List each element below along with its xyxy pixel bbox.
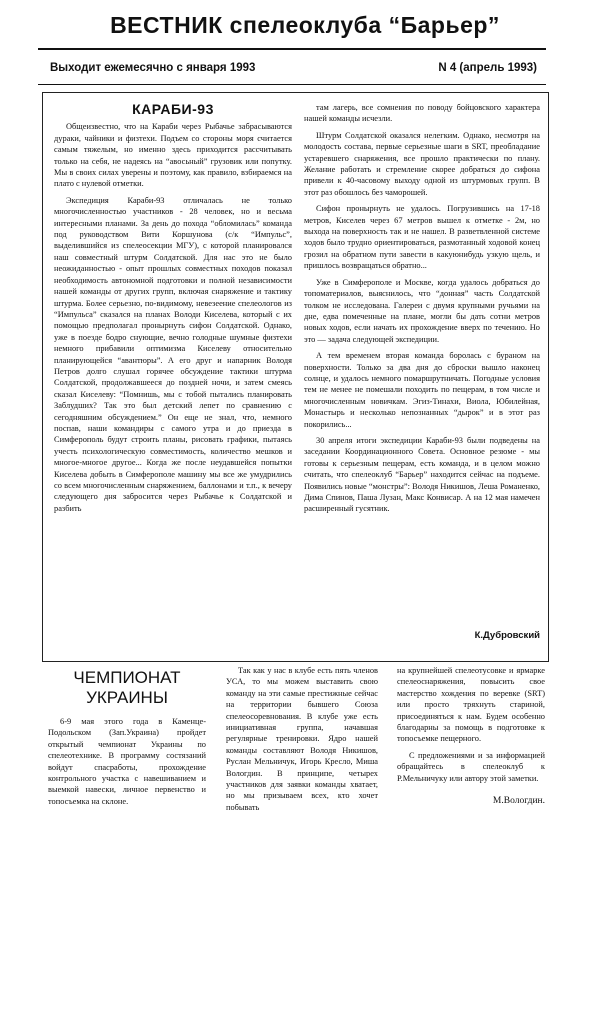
article-paragraph: 30 апреля итоги экспедиции Караби-93 были подведены на заседании Координационного Совета. Основное резюме - мы готовы к серьезным пещерам, есть команда, и в целом можно считать, что спелеоклуб “Барьер” находится сейчас на подъеме. Появились новые “монстры”: Володя Никишов, Леша Романенко, Дима Спинов, Паша Лузан, Макс Конвисар. А на 12 мая намечен расширенный гусятник. — [304, 435, 540, 514]
championship-paragraph: на крупнейшей спелеотусовке и ярмарке спелеоснаряжения, повысить свое мастерство хождения по веревке (SRT) или просто тряхнуть стариной, присоединяться к нам. Будем особенно благодарны за помощь в подготовке к топосъемке пещерного. — [397, 666, 545, 744]
article-paragraph: Штурм Солдатской оказался нелегким. Однако, несмотря на молодость состава, первые серьезные шаги в SRT, преобладание устаревшего снаряжения, все прошло практически по плану. Желание работать и стремление скорее добраться до сифона привели к 40-часовому выходу одной из штурмовых групп. В этот раз обошлось без чаморошей. — [304, 130, 540, 197]
championship-signature: М.Вологдин. — [492, 796, 545, 807]
article-paragraph: А тем временем вторая команда боролась с бураном на поверхности. Только за два дня до сброски вышло наконец солнце, и удалось немного помаршрутничать. Погодные условия тем не менее не помешали походить по пещерам, в том числе и многочисленным новичкам. Эгиз-Тинахи, Виола, Юбилейная, Монастырь и несколько непознанных “дырок” и в этот раз покорились... — [304, 351, 540, 429]
article-paragraph: там лагерь, все сомнения по поводу бойцовского характера нашей команды исчезли. — [304, 103, 540, 124]
championship-paragraph: С предложениями и за информацией обращайтесь в спелеоклуб к Р.Мельничуку или автору этой заметки. — [397, 750, 545, 783]
championship-paragraph: 6-9 мая этого года в Каменце-Подольском (Зап.Украина) пройдет открытый чемпионат Украины по спелеотехнике. В программу состязаний войдут спасработы, прохождение контрольного участка с навешиванием и выемкой навески, личное первенство и топосъемка на склоне. — [48, 717, 206, 806]
championship-column-3 — [397, 665, 545, 807]
article-signature: К.Дубровский — [474, 630, 540, 641]
issue-number: N 4 (апрель 1993) — [438, 62, 537, 74]
championship-paragraph: Так как у нас в клубе есть пять членов УСА, то мы можем выставить свою команду на эти самые престижные сейчас на территории бывшего Союза спелеосоревнования. В клубе уже есть инициативная группа, начавшая регулярные тренировки. Ядро нашей команды составляют Володя Никишов, Руслан Мельничук, Игорь Кресло, Миша Вологдин. В принципе, четырех участников для заявки команды хватает, но мы призываем всех, кто хочет побывать — [226, 666, 378, 812]
championship-column-2 — [226, 665, 378, 813]
article-right-column — [304, 102, 540, 515]
subhead-rule — [38, 84, 546, 85]
article-paragraph: Уже в Симферополе и Москве, когда удалось добраться до топоматериалов, выяснилось, что “донная” часть Солдатской толком не исследована. Галереи с двумя крупными ручьями на дне, едва помеченные на плане, могли бы дать сотни метров новых ходов, если начать их прохождение вверх по течению. Но это — задача следующей экспедиции. — [304, 277, 540, 344]
article-paragraph: Общеизвестно, что на Караби через Рыбачье забрасываются дураки, чайники и физтехи. Подъем со стороны моря считается самым тяжелым, но именно здесь приходится рассчитывать только на себя, не надеясь на “авосьный” грузовик или попутку. Мы в своих силах уверены и поэтому, как правило, взбираемся на плато с нулевой отметки. — [54, 122, 292, 189]
article-left-column — [54, 101, 292, 514]
article-paragraph: Экспедиция Караби-93 отличалась не только многочисленностью участников - 28 человек, но и весьма интересными планами. За день до похода “обломилась” команда под руководством Вити Коршунова (с/к “Импульс”, выделившийся из спелеосекции МГУ), с которой планировался наш совместный штурм Солдатской. Для нас это не было неожиданностью - опыт прошлых совместных походов показал необходимость автономной подготовки и полной независимости нашей команды от других групп, включая снаряжение и тактику штурма. Более серьезно, по-видимому, невезеение спелеологов из “Импульса” сказался на планах Володи Киселева, который с их помощью предполагал пронырнуть сифон Солдатской. Однако, уже в поезде бодро снующие, вечно голодные шумные физтехи немного прибавили оптимизма Киселеву относительно планирующейся “авантюры”. А его друг и напарник Володя Петров долго слушал горячее обсуждение тактики штурма Солдатской, продолжавшееся до поздней ночи, и затем смеясь сказал Киселеву: “Помнишь, мы с тобой пытались планировать Заблудших? Так это был детский лепет по сравнению с сегодняшним обсуждением.” Он еще не знал, что, немного поспав, наши командиры с самого утра и до приезда в Симферополь будут строить планы, рисовать графики, пытаясь учесть психологическую совместимость, количество мешков и многое-многое другое... Когда же после неудавшейся попытки Киселева добыть в Симферополе машину мы все же умудрились со всем многочисленным снаряжением, баллонами и т.п., к вечеру следующего дня забросится через Рыбачье к Солдатской и разбить — [54, 195, 292, 513]
championship-column-1 — [48, 668, 206, 807]
championship-title: ЧЕМПИОНАТ УКРАИНЫ — [73, 668, 181, 707]
masthead-rule — [38, 48, 546, 50]
article-title: КАРАБИ-93 — [132, 101, 214, 117]
newsletter-masthead: ВЕСТНИК спелеоклуба “Барьер” — [110, 12, 500, 38]
publication-frequency: Выходит ежемесячно с января 1993 — [50, 62, 256, 74]
article-paragraph: Сифон пронырнуть не удалось. Погрузившись на 17-18 метров, Киселев через 67 метров вышел к отметке - 2м, но выхода на поверхность так и не нашел. В разветвленной системе ходов было трудно ориентироваться, размотанный ходовой конец грозил на обратном пути завести в какуюнибудь узкую щель, и пришлось возвращаться обратно... — [304, 204, 540, 271]
